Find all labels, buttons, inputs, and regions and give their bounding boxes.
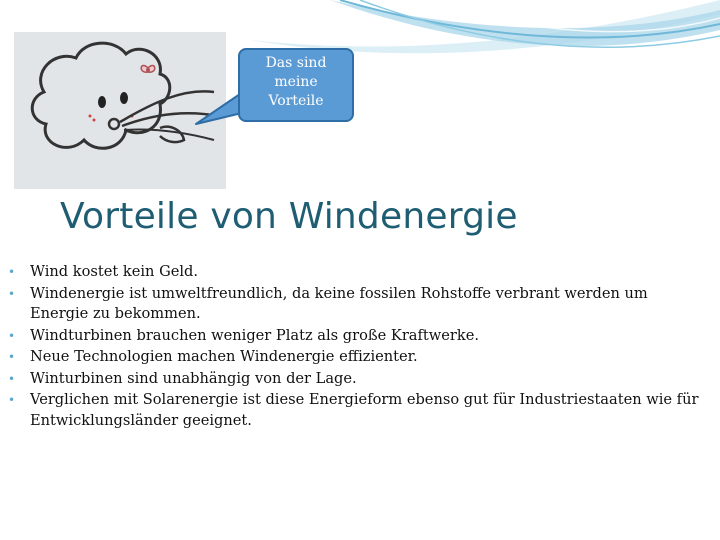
bullet-dot-icon: • — [8, 371, 16, 386]
bullet-dot-icon: • — [8, 286, 16, 301]
bullet-item — [8, 262, 708, 283]
bullet-text: Windturbinen brauchen weniger Platz als große Kraftwerke. — [30, 326, 479, 344]
bullet-text: Neue Technologien machen Windenergie effizienter. — [30, 348, 418, 365]
bullet-item — [8, 326, 708, 347]
slide-title: Vorteile von Windenergie — [60, 196, 518, 237]
bullet-item — [8, 347, 708, 368]
speech-bubble-line: Das sind — [265, 55, 327, 71]
bullet-item — [8, 369, 708, 390]
speech-bubble-line: meine — [274, 74, 318, 90]
bullet-dot-icon: • — [8, 393, 16, 407]
bullet-dot-icon: • — [8, 350, 16, 364]
bullet-text: Windenergie ist umweltfreundlich, da keine fossilen Rohstoffe verbrant werden um Energie zu bekommen. — [30, 284, 648, 322]
bullet-list — [8, 262, 708, 432]
bullet-dot-icon: • — [8, 328, 16, 343]
bullet-text: Verglichen mit Solarenergie ist diese Energieform ebenso gut für Industriestaaten wie für Entwicklungsländer geeignet. — [30, 391, 699, 429]
bullet-item — [8, 284, 708, 325]
bullet-item — [8, 390, 708, 431]
bullet-text: Winturbinen sind unabhängig von der Lage. — [30, 369, 357, 387]
bullet-text: Wind kostet kein Geld. — [30, 263, 199, 280]
speech-bubble — [238, 48, 354, 122]
bullet-dot-icon: • — [8, 265, 16, 279]
speech-bubble-line: Vorteile — [268, 93, 324, 109]
